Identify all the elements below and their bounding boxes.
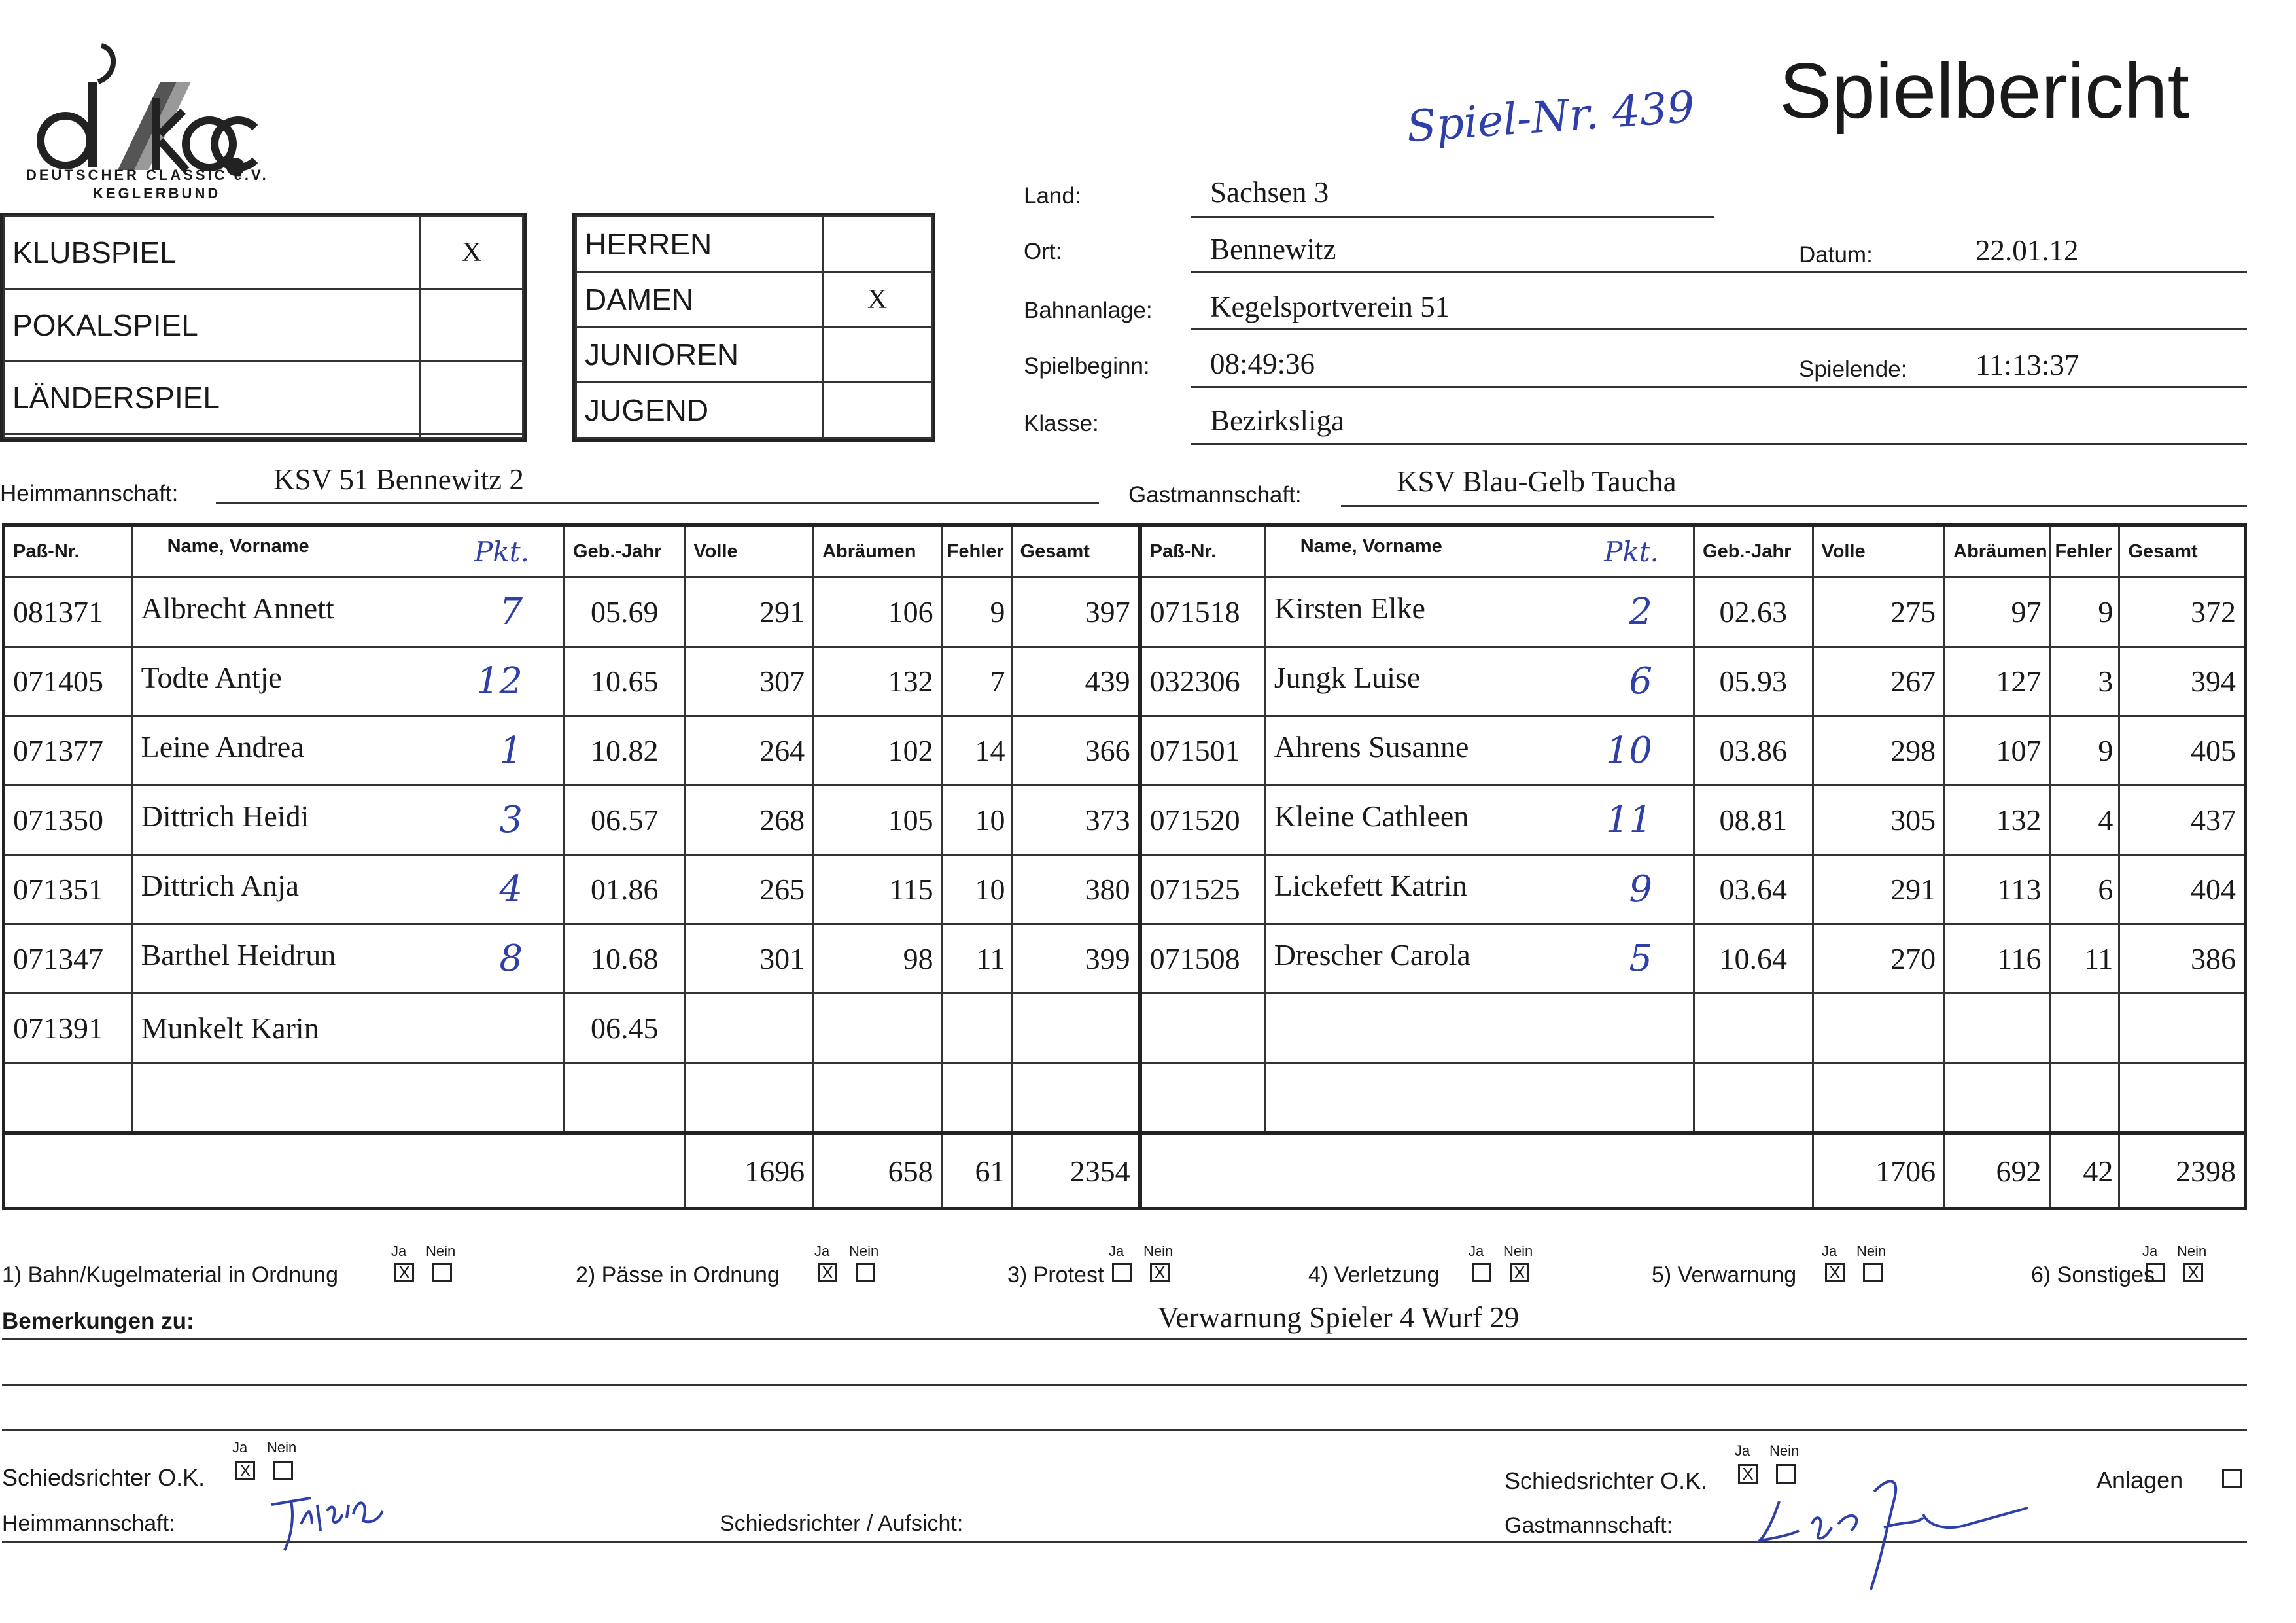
check-item [1007,1243,1184,1295]
remarks-label: Bemerkungen zu: [2,1308,194,1334]
check-ja-checkbox[interactable] [1472,1263,1491,1282]
totals-spacer [4,1133,685,1209]
abraeumen-value[interactable]: 106 [814,578,943,647]
fehler-value[interactable]: 4 [2050,786,2119,855]
col-pass-guest: Paß-Nr. [1140,525,1266,578]
gesamt-value[interactable]: 405 [2119,716,2246,786]
pass-number[interactable]: 071518 [1140,578,1266,647]
volle-value[interactable]: 305 [1813,786,1945,855]
abraeumen-value[interactable] [1945,1063,2050,1134]
gesamt-value[interactable] [2119,1063,2246,1134]
birth-year[interactable] [1694,1063,1813,1134]
player-name[interactable]: Dittrich Heidi [141,799,309,833]
guest-total-gesamt[interactable]: 2398 [2119,1133,2246,1209]
bahnanlage-label: Bahnanlage: [1024,298,1153,323]
home-total-fehler[interactable]: 61 [942,1133,1011,1209]
gesamt-value[interactable]: 439 [1011,647,1140,716]
player-points[interactable]: 9 [1629,868,1653,911]
col-pkt-label-guest: Pkt. [1604,535,1660,568]
abraeumen-value[interactable] [814,1063,943,1134]
spielbeginn-value[interactable]: 08:49:36 [1210,347,1315,380]
home-team-label: Heimmannschaft: [0,481,179,506]
nein-label: Nein [1143,1243,1174,1259]
birth-year[interactable]: 05.69 [564,578,685,647]
totals-spacer-guest [1140,1133,1813,1209]
table-row [4,578,2246,647]
fehler-value[interactable]: 9 [2050,578,2119,647]
abraeumen-value[interactable]: 127 [1945,647,2050,716]
pass-number[interactable]: 071501 [1140,716,1266,786]
abraeumen-value[interactable]: 116 [1945,924,2050,994]
pass-number[interactable] [1140,994,1266,1063]
player-name[interactable]: Kleine Cathleen [1274,799,1469,833]
land-label: Land: [1024,183,1081,209]
col-fehler: Fehler [942,525,1011,578]
game-type-mark[interactable] [421,434,523,438]
volle-value[interactable] [1813,1063,1945,1134]
col-fehler-guest: Fehler [2050,525,2119,578]
abraeumen-value[interactable] [1945,994,2050,1063]
ja-label: Ja [1469,1243,1484,1259]
gesamt-value[interactable]: 404 [2119,855,2246,924]
player-name[interactable]: Dittrich Anja [141,869,300,902]
fehler-value[interactable] [2050,994,2119,1063]
guest-total-fehler[interactable]: 42 [2050,1133,2119,1209]
sig-home-label: Heimmannschaft: [2,1511,175,1536]
player-points[interactable]: 2 [1629,591,1653,633]
col-abr: Abräumen [814,525,943,578]
birth-year[interactable]: 03.86 [1694,716,1813,786]
volle-value[interactable]: 291 [1813,855,1945,924]
check-item [1308,1243,1544,1295]
col-name-label-guest: Name, Vorname [1300,535,1442,557]
category-label: DAMEN [576,271,823,327]
volle-value[interactable]: 264 [685,716,814,786]
dkbc-logo [20,36,268,206]
datum-label: Datum: [1799,242,1873,268]
col-pass: Paß-Nr. [4,525,133,578]
player-name-cell [132,855,564,924]
table-row [4,1063,2246,1134]
player-name[interactable]: Jungk Luise [1274,661,1421,694]
check-item [1652,1243,1897,1295]
check-label: 3) Protest [1007,1263,1104,1287]
table-row [4,716,2246,786]
check-nein-checkbox[interactable] [432,1263,452,1282]
game-type-row [4,217,523,289]
category-row [576,327,932,383]
birth-year[interactable]: 10.64 [1694,924,1813,994]
logo-line2: KEGLERBUND [93,185,221,201]
ja-label: Ja [2142,1243,2158,1259]
birth-year[interactable]: 10.82 [564,716,685,786]
check-ja-checkbox[interactable] [2146,1263,2165,1282]
fehler-value[interactable]: 11 [2050,924,2119,994]
col-pkt-label: Pkt. [474,535,529,568]
player-points[interactable]: 6 [1629,660,1653,703]
pass-number[interactable] [4,1063,133,1134]
volle-value[interactable] [685,994,814,1063]
game-type-box [0,213,527,442]
check-ja-checkbox[interactable] [1112,1263,1132,1282]
nein-label: Nein [1503,1243,1533,1259]
player-points[interactable]: 10 [1605,729,1653,772]
land-value[interactable]: Sachsen 3 [1210,176,1329,209]
referee-ok-label: Schiedsrichter O.K. [2,1464,205,1491]
check-item [2031,1243,2218,1295]
fehler-value[interactable] [942,994,1011,1063]
player-name[interactable]: Kirsten Elke [1274,591,1425,625]
player-name-cell [1265,924,1694,994]
handwritten-game-number: Spiel-Nr. 439 [1404,81,1697,152]
ja-label: Ja [1822,1243,1837,1259]
check-nein-checkbox[interactable] [1863,1263,1883,1282]
player-name-cell [1265,994,1694,1063]
abraeumen-value[interactable]: 102 [814,716,943,786]
birth-year[interactable] [564,1063,685,1134]
klasse-value[interactable]: Bezirksliga [1210,404,1344,437]
player-name[interactable]: Barthel Heidrun [141,938,336,971]
fehler-value[interactable] [2050,1063,2119,1134]
fehler-value[interactable]: 6 [2050,855,2119,924]
remarks-value[interactable]: Verwarnung Spieler 4 Wurf 29 [1158,1301,1520,1334]
abraeumen-value[interactable]: 97 [1945,578,2050,647]
volle-value[interactable]: 298 [1813,716,1945,786]
game-type-mark[interactable]: X [421,217,523,289]
gesamt-value[interactable]: 372 [2119,578,2246,647]
check-item [576,1243,890,1295]
check-nein-checkbox[interactable]: X [2183,1263,2203,1282]
bahnanlage-value[interactable]: Kegelsportverein 51 [1210,290,1450,323]
birth-year[interactable]: 01.86 [564,855,685,924]
referee-ok-home-nein-checkbox[interactable] [273,1461,293,1480]
ja-label: Ja [1109,1243,1124,1259]
gesamt-value[interactable]: 397 [1011,578,1140,647]
col-name-guest [1265,525,1694,578]
home-team-value[interactable]: KSV 51 Bennewitz 2 [273,463,524,496]
guest-signature [1753,1462,2054,1593]
pass-number[interactable] [1140,1063,1266,1134]
volle-value[interactable] [685,1063,814,1134]
fehler-value[interactable]: 7 [942,647,1011,716]
ja-label: Ja [232,1439,248,1456]
game-type-row [4,362,523,434]
datum-value[interactable]: 22.01.12 [1975,234,2079,267]
guest-total-abraeumen[interactable]: 692 [1945,1133,2050,1209]
home-total-volle[interactable]: 1696 [685,1133,814,1209]
check-nein-checkbox[interactable]: X [1150,1263,1170,1282]
table-row [4,855,2246,924]
fehler-value[interactable]: 10 [942,855,1011,924]
logo-line1: DEUTSCHER CLASSIC e.V. [26,167,269,183]
abraeumen-value[interactable]: 105 [814,786,943,855]
player-points[interactable]: 4 [499,868,523,911]
abraeumen-value[interactable]: 115 [814,855,943,924]
ort-value[interactable]: Bennewitz [1210,233,1336,266]
check-label: 1) Bahn/Kugelmaterial in Ordnung [2,1263,339,1287]
page-title: Spielbericht [1779,47,2190,135]
category-row [576,383,932,438]
player-points[interactable]: 12 [476,660,523,703]
nein-label: Nein [426,1243,456,1259]
home-signature [265,1485,409,1557]
pass-number[interactable]: 071405 [4,647,133,716]
anlagen-label: Anlagen [2096,1467,2183,1493]
volle-value[interactable]: 307 [685,647,814,716]
player-name-cell [1265,578,1694,647]
category-label: JUGEND [576,383,823,438]
category-mark[interactable] [823,217,932,272]
category-label: HERREN [576,217,823,272]
player-name[interactable]: Leine Andrea [141,730,304,763]
volle-value[interactable]: 275 [1813,578,1945,647]
nein-label: Nein [1769,1442,1800,1459]
pass-number[interactable]: 071351 [4,855,133,924]
check-ja-checkbox[interactable]: X [394,1263,414,1282]
table-row [4,994,2246,1063]
category-mark[interactable]: X [823,271,932,327]
player-name-cell [1265,647,1694,716]
klasse-label: Klasse: [1024,411,1099,436]
col-name-label: Name, Vorname [167,535,309,557]
ja-label: Ja [814,1243,830,1259]
game-type-label: KLUBSPIEL [4,217,421,289]
player-points[interactable]: 5 [1629,937,1653,980]
pass-number[interactable]: 071347 [4,924,133,994]
volle-value[interactable]: 267 [1813,647,1945,716]
category-mark[interactable] [823,383,932,438]
pass-number[interactable]: 071520 [1140,786,1266,855]
table-row [4,647,2246,716]
pass-number[interactable]: 071508 [1140,924,1266,994]
pass-number[interactable]: 032306 [1140,647,1266,716]
col-gesamt: Gesamt [1011,525,1140,578]
game-type-label: LÄNDERSPIEL [4,362,421,434]
ort-label: Ort: [1024,239,1062,264]
pass-number[interactable]: 071525 [1140,855,1266,924]
category-row [576,271,932,327]
gesamt-value[interactable]: 394 [2119,647,2246,716]
gesamt-value[interactable] [2119,994,2246,1063]
nein-label: Nein [2177,1243,2207,1259]
birth-year[interactable]: 06.57 [564,786,685,855]
fehler-value[interactable] [942,1063,1011,1134]
abraeumen-value[interactable]: 113 [1945,855,2050,924]
player-name-cell [1265,1063,1694,1134]
spielbeginn-label: Spielbeginn: [1024,353,1150,379]
score-table [2,523,2247,1210]
abraeumen-value[interactable]: 107 [1945,716,2050,786]
check-label: 2) Pässe in Ordnung [576,1263,780,1287]
col-geb-guest: Geb.-Jahr [1694,525,1813,578]
col-gesamt-guest: Gesamt [2119,525,2246,578]
nein-label: Nein [267,1439,297,1456]
birth-year[interactable]: 10.68 [564,924,685,994]
birth-year[interactable]: 10.65 [564,647,685,716]
gesamt-value[interactable] [1011,1063,1140,1134]
category-box [572,213,935,442]
gesamt-value[interactable]: 386 [2119,924,2246,994]
birth-year[interactable]: 05.93 [1694,647,1813,716]
nein-label: Nein [849,1243,879,1259]
birth-year[interactable]: 06.45 [564,994,685,1063]
guest-total-volle[interactable]: 1706 [1813,1133,1945,1209]
game-type-label: POKALSPIEL [4,289,421,362]
player-name[interactable]: Munkelt Karin [141,1011,319,1045]
totals-row [4,1133,2246,1209]
check-ja-checkbox[interactable]: X [1825,1263,1845,1282]
player-name-cell [132,716,564,786]
gesamt-value[interactable]: 399 [1011,924,1140,994]
game-type-label [4,434,421,438]
player-name-cell [1265,716,1694,786]
check-label: 6) Sonstiges [2031,1263,2155,1287]
player-name-cell [132,1063,564,1134]
check-label: 4) Verletzung [1308,1263,1440,1287]
fehler-value[interactable]: 11 [942,924,1011,994]
player-name-cell [1265,855,1694,924]
check-nein-checkbox[interactable]: X [1510,1263,1529,1282]
spielende-label: Spielende: [1799,357,1907,382]
table-row [4,786,2246,855]
player-points[interactable]: 7 [499,591,523,633]
game-type-mark[interactable] [421,289,523,362]
check-nein-checkbox[interactable] [856,1263,875,1282]
volle-value[interactable] [1813,994,1945,1063]
abraeumen-value[interactable] [814,994,943,1063]
col-volle-guest: Volle [1813,525,1945,578]
birth-year[interactable] [1694,994,1813,1063]
birth-year[interactable]: 08.81 [1694,786,1813,855]
birth-year[interactable]: 03.64 [1694,855,1813,924]
category-row [576,217,932,272]
referee-ok-guest-ja-checkbox[interactable]: X [1738,1464,1758,1484]
col-geb: Geb.-Jahr [564,525,685,578]
player-name-cell [132,578,564,647]
fehler-value[interactable]: 10 [942,786,1011,855]
gesamt-value[interactable]: 380 [1011,855,1140,924]
referee-ok-label: Schiedsrichter O.K. [1505,1467,1708,1494]
guest-team-value[interactable]: KSV Blau-Gelb Taucha [1397,465,1677,498]
anlagen [2096,1465,2247,1498]
check-item [2,1243,466,1295]
gesamt-value[interactable]: 373 [1011,786,1140,855]
player-name[interactable]: Todte Antje [141,661,282,694]
ja-label: Ja [391,1243,407,1259]
ja-label: Ja [1735,1442,1750,1459]
volle-value[interactable]: 268 [685,786,814,855]
player-name-cell [132,924,564,994]
gesamt-value[interactable]: 437 [2119,786,2246,855]
guest-team-label: Gastmannschaft: [1128,482,1302,508]
abraeumen-value[interactable]: 132 [814,647,943,716]
fehler-value[interactable]: 3 [2050,647,2119,716]
player-points[interactable]: 8 [499,937,523,980]
birth-year[interactable]: 02.63 [1694,578,1813,647]
col-abr-guest: Abräumen [1945,525,2050,578]
category-label: JUNIOREN [576,327,823,383]
check-label: 5) Verwarnung [1652,1263,1797,1287]
abraeumen-value[interactable]: 98 [814,924,943,994]
sig-guest-label: Gastmannschaft: [1505,1513,1673,1538]
score-header-row [4,525,2246,578]
fehler-value[interactable]: 9 [942,578,1011,647]
gesamt-value[interactable]: 366 [1011,716,1140,786]
col-volle: Volle [685,525,814,578]
player-name-cell [132,994,564,1063]
category-mark[interactable] [823,327,932,383]
check-ja-checkbox[interactable]: X [818,1263,837,1282]
player-name[interactable]: Drescher Carola [1274,938,1470,971]
player-name[interactable]: Ahrens Susanne [1274,730,1469,763]
player-name[interactable]: Lickefett Katrin [1274,869,1467,902]
gesamt-value[interactable] [1011,994,1140,1063]
volle-value[interactable]: 291 [685,578,814,647]
volle-value[interactable]: 270 [1813,924,1945,994]
volle-value[interactable]: 265 [685,855,814,924]
player-points[interactable]: 11 [1605,799,1653,841]
player-name-cell [132,647,564,716]
pass-number[interactable]: 081371 [4,578,133,647]
referee-ok-home-ja-checkbox[interactable]: X [235,1461,255,1480]
col-name [132,525,564,578]
spielende-value[interactable]: 11:13:37 [1975,349,2079,381]
table-row [4,924,2246,994]
game-type-row [4,434,523,438]
home-total-abraeumen[interactable]: 658 [814,1133,943,1209]
volle-value[interactable]: 301 [685,924,814,994]
fehler-value[interactable]: 9 [2050,716,2119,786]
player-name[interactable]: Albrecht Annett [141,591,334,625]
anlagen-checkbox[interactable] [2222,1469,2242,1488]
player-points[interactable]: 1 [499,729,523,772]
nein-label: Nein [1856,1243,1887,1259]
game-type-mark[interactable] [421,362,523,434]
abraeumen-value[interactable]: 132 [1945,786,2050,855]
home-total-gesamt[interactable]: 2354 [1011,1133,1140,1209]
pass-number[interactable]: 071350 [4,786,133,855]
player-name-cell [132,786,564,855]
fehler-value[interactable]: 14 [942,716,1011,786]
player-name-cell [1265,786,1694,855]
game-type-row [4,289,523,362]
player-points[interactable]: 3 [499,799,523,841]
sig-referee-label: Schiedsrichter / Aufsicht: [720,1511,964,1536]
pass-number[interactable]: 071391 [4,994,133,1063]
pass-number[interactable]: 071377 [4,716,133,786]
referee-ok-home [2,1439,309,1492]
